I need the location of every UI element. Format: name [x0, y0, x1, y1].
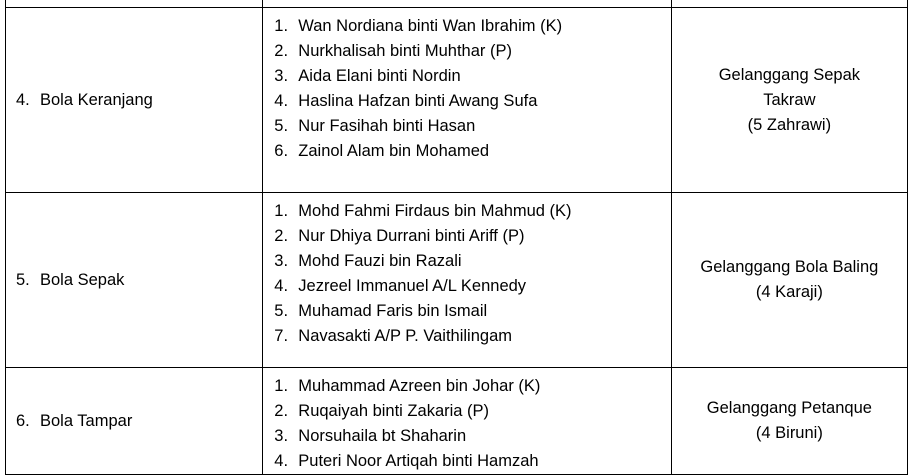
- sport-cell: [6, 8, 263, 193]
- venue-line: Gelanggang Bola Baling: [700, 258, 879, 276]
- list-item: 3. Mohd Fauzi bin Razali: [274, 252, 462, 270]
- sport-number: 6.: [16, 411, 30, 430]
- sports-assignment-table: [5, 0, 908, 475]
- members-cell: [263, 193, 671, 368]
- sport-name: Bola Keranjang: [40, 90, 153, 109]
- sport-number: 4.: [16, 90, 30, 109]
- member-list: [263, 368, 670, 474]
- list-item: 4. Haslina Hafzan binti Awang Sufa: [274, 92, 538, 110]
- member-list: [263, 193, 670, 349]
- list-item: 1. Muhammad Azreen bin Johar (K): [274, 377, 541, 395]
- list-item: 2. Nur Dhiya Durrani binti Ariff (P): [274, 227, 525, 245]
- table-row: [6, 368, 908, 475]
- members-cell: [263, 368, 671, 475]
- table-row: [6, 8, 908, 193]
- venue-cell: [671, 8, 907, 193]
- members-cell: [263, 8, 671, 193]
- list-item: 1. Wan Nordiana binti Wan Ibrahim (K): [274, 17, 563, 35]
- sport-name: Bola Sepak: [40, 270, 125, 289]
- sport-cell: [6, 368, 263, 475]
- venue-line: (4 Biruni): [755, 424, 823, 442]
- venue-line: (4 Karaji): [755, 283, 823, 301]
- venue-cell: [671, 368, 907, 475]
- venue-line: Takraw: [763, 90, 816, 109]
- list-item: 4. Puteri Noor Artiqah binti Hamzah: [274, 452, 539, 470]
- list-item: 7. Navasakti A/P P. Vaithilingam: [274, 327, 512, 345]
- member-list: [263, 8, 670, 164]
- list-item: 4. Jezreel Immanuel A/L Kennedy: [274, 277, 527, 295]
- sport-cell: [6, 193, 263, 368]
- list-item: 3. Aida Elani binti Nordin: [274, 67, 461, 85]
- list-item: 5. Muhamad Faris bin Ismail: [274, 302, 488, 320]
- list-item: 2. Nurkhalisah binti Muhthar (P): [274, 42, 512, 60]
- sport-name: Bola Tampar: [40, 411, 133, 430]
- venue-line: Gelanggang Sepak: [718, 65, 860, 84]
- list-item: 6. Zainol Alam bin Mohamed: [274, 142, 490, 160]
- list-item: 1. Mohd Fahmi Firdaus bin Mahmud (K): [274, 202, 572, 220]
- table-row-top-edge: [6, 0, 908, 8]
- table-row: [6, 193, 908, 368]
- venue-cell: [671, 193, 907, 368]
- venue-line: Gelanggang Petanque: [706, 399, 872, 417]
- list-item: 3. Norsuhaila bt Shaharin: [274, 427, 467, 445]
- list-item: 5. Nur Fasihah binti Hasan: [274, 117, 476, 135]
- sport-number: 5.: [16, 270, 30, 289]
- list-item: 2. Ruqaiyah binti Zakaria (P): [274, 402, 490, 420]
- venue-line: (5 Zahrawi): [747, 115, 832, 134]
